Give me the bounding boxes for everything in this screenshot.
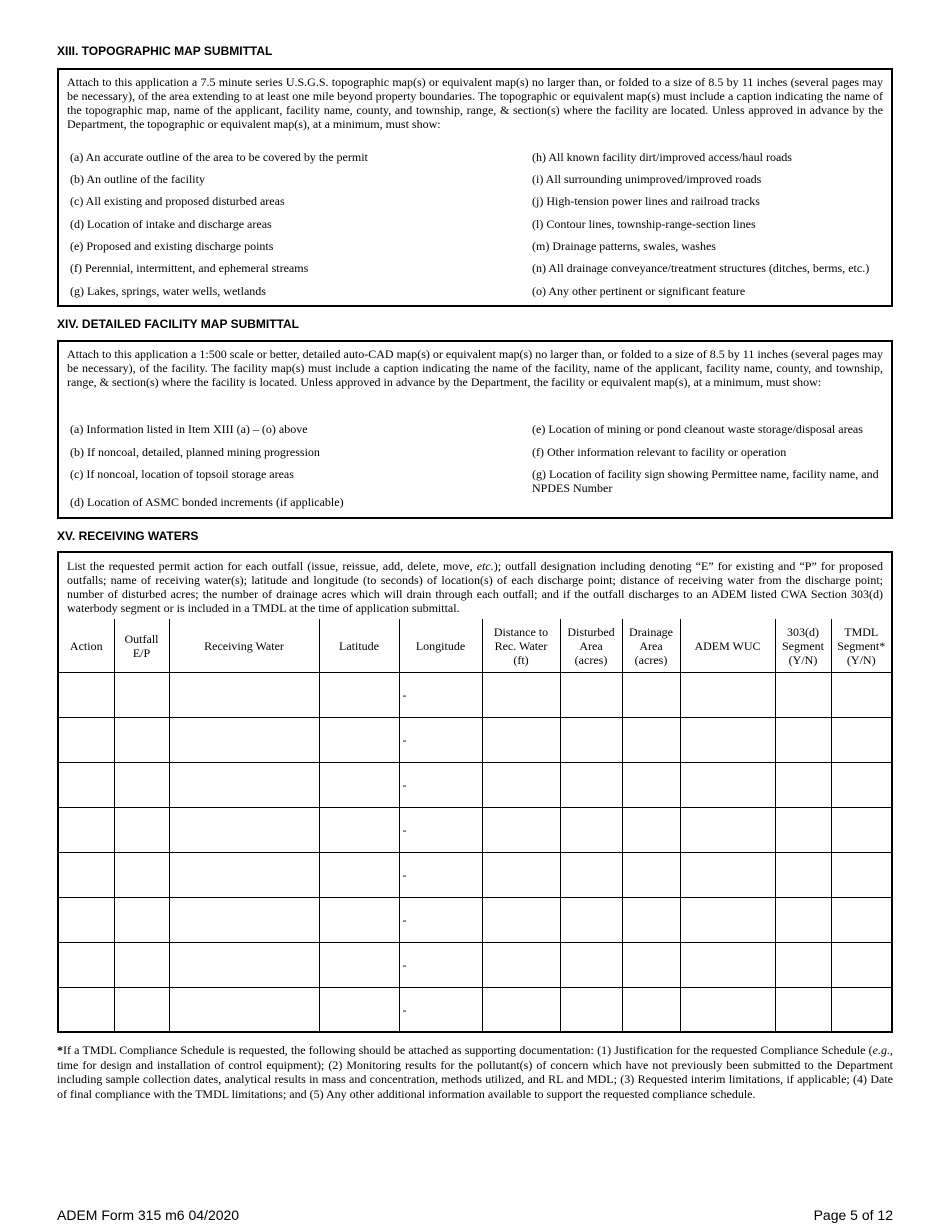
cell-longitude[interactable] bbox=[399, 763, 482, 808]
cell-distance-to-water[interactable] bbox=[482, 853, 560, 898]
cell-receiving-water[interactable] bbox=[169, 808, 319, 853]
section-13-intro: Attach to this application a 7.5 minute series U.S.G.S. topographic map(s) or equivalent map(s) no larger than, or folded to a size of 8.5 by 11 inches (several pages may be necessary), of the area extending to at least one mile beyond property boundaries. The topographic or equivalent map(s) must include a caption indicating the name of the topographic map, name of the applicant, facility name, county, and township, range, & section(s) where the facility are located. Unless approved in advance by the Department, the topographic or equivalent map(s), at a minimum, must show: bbox=[67, 75, 883, 131]
s14-item-f: (f) Other information relevant to facility or operation bbox=[532, 445, 787, 459]
cell-303d-segment[interactable] bbox=[775, 718, 831, 763]
cell-latitude[interactable] bbox=[319, 718, 399, 763]
cell-distance-to-water[interactable] bbox=[482, 988, 560, 1033]
s13-item-l: (l) Contour lines, township-range-section lines bbox=[532, 217, 756, 231]
cell-outfall-ep[interactable] bbox=[114, 898, 169, 943]
cell-longitude[interactable] bbox=[399, 898, 482, 943]
cell-tmdl-segment[interactable] bbox=[831, 943, 891, 988]
cell-action[interactable] bbox=[59, 673, 114, 718]
col-header-receiving-water: Receiving Water bbox=[169, 619, 319, 673]
col-header-303d-segment: 303(d) Segment (Y/N) bbox=[775, 619, 831, 673]
longitude-dash: - bbox=[402, 733, 407, 747]
cell-longitude[interactable] bbox=[399, 853, 482, 898]
cell-adem-wuc[interactable] bbox=[680, 853, 775, 898]
longitude-dash: - bbox=[402, 778, 407, 792]
cell-disturbed-area[interactable] bbox=[560, 853, 622, 898]
cell-outfall-ep[interactable] bbox=[114, 988, 169, 1033]
cell-outfall-ep[interactable] bbox=[114, 808, 169, 853]
table-row bbox=[59, 673, 891, 718]
s14-item-a: (a) Information listed in Item XIII (a) – (o) above bbox=[70, 422, 308, 436]
cell-receiving-water[interactable] bbox=[169, 988, 319, 1033]
longitude-dash: - bbox=[402, 913, 407, 927]
s13-item-n: (n) All drainage conveyance/treatment structures (ditches, berms, etc.) bbox=[532, 261, 870, 275]
cell-receiving-water[interactable] bbox=[169, 763, 319, 808]
topographic-map-box bbox=[57, 68, 893, 307]
cell-drainage-area[interactable] bbox=[622, 763, 680, 808]
cell-outfall-ep[interactable] bbox=[114, 673, 169, 718]
cell-outfall-ep[interactable] bbox=[114, 853, 169, 898]
table-header-row bbox=[59, 619, 891, 673]
cell-latitude[interactable] bbox=[319, 988, 399, 1033]
s14-item-c: (c) If noncoal, location of topsoil storage areas bbox=[70, 467, 294, 481]
cell-tmdl-segment[interactable] bbox=[831, 808, 891, 853]
cell-303d-segment[interactable] bbox=[775, 853, 831, 898]
cell-action[interactable] bbox=[59, 898, 114, 943]
cell-303d-segment[interactable] bbox=[775, 943, 831, 988]
s13-item-d: (d) Location of intake and discharge areas bbox=[70, 217, 272, 231]
cell-outfall-ep[interactable] bbox=[114, 763, 169, 808]
cell-303d-segment[interactable] bbox=[775, 673, 831, 718]
s14-item-g: (g) Location of facility sign showing Permittee name, facility name, and NPDES Number bbox=[532, 467, 879, 495]
col-header-adem-wuc: ADEM WUC bbox=[680, 619, 775, 673]
cell-latitude[interactable] bbox=[319, 898, 399, 943]
table-row bbox=[59, 988, 891, 1033]
col-header-distance-to-water: Distance to Rec. Water (ft) bbox=[482, 619, 560, 673]
table-row bbox=[59, 853, 891, 898]
col-header-longitude: Longitude bbox=[399, 619, 482, 673]
cell-action[interactable] bbox=[59, 853, 114, 898]
section-14-intro: Attach to this application a 1:500 scale or better, detailed auto-CAD map(s) or equivalent map(s) no larger than, or folded to a size of 8.5 by 11 inches (several pages may be necessary), of the facility. The facility map(s) must include a caption indicating the name of the facility, name of the applicant, facility name, county, and township, range, & section(s) where the facility is located. Unless approved in advance by the Department, the facility or equivalent map(s), at a minimum, must show: bbox=[67, 347, 883, 389]
cell-latitude[interactable] bbox=[319, 853, 399, 898]
s13-item-e: (e) Proposed and existing discharge points bbox=[70, 239, 274, 253]
cell-distance-to-water[interactable] bbox=[482, 898, 560, 943]
page-number: Page 5 of 12 bbox=[813, 1207, 893, 1223]
cell-longitude[interactable] bbox=[399, 808, 482, 853]
cell-action[interactable] bbox=[59, 808, 114, 853]
cell-distance-to-water[interactable] bbox=[482, 808, 560, 853]
cell-disturbed-area[interactable] bbox=[560, 673, 622, 718]
cell-longitude[interactable] bbox=[399, 943, 482, 988]
cell-longitude[interactable] bbox=[399, 718, 482, 763]
cell-adem-wuc[interactable] bbox=[680, 808, 775, 853]
s14-item-d: (d) Location of ASMC bonded increments (if applicable) bbox=[70, 495, 344, 509]
longitude-dash: - bbox=[402, 688, 407, 702]
facility-map-box bbox=[57, 340, 893, 519]
cell-latitude[interactable] bbox=[319, 763, 399, 808]
longitude-dash: - bbox=[402, 868, 407, 882]
cell-action[interactable] bbox=[59, 988, 114, 1033]
cell-distance-to-water[interactable] bbox=[482, 718, 560, 763]
cell-action[interactable] bbox=[59, 763, 114, 808]
receiving-waters-box bbox=[57, 551, 893, 1033]
cell-adem-wuc[interactable] bbox=[680, 988, 775, 1033]
cell-distance-to-water[interactable] bbox=[482, 943, 560, 988]
col-header-drainage-area: Drainage Area (acres) bbox=[622, 619, 680, 673]
cell-disturbed-area[interactable] bbox=[560, 988, 622, 1033]
cell-303d-segment[interactable] bbox=[775, 988, 831, 1033]
cell-disturbed-area[interactable] bbox=[560, 718, 622, 763]
cell-action[interactable] bbox=[59, 943, 114, 988]
cell-action[interactable] bbox=[59, 718, 114, 763]
cell-drainage-area[interactable] bbox=[622, 718, 680, 763]
col-header-outfall-ep: Outfall E/P bbox=[114, 619, 169, 673]
section-15-intro: List the requested permit action for each outfall (issue, reissue, add, delete, move, etc.); outfall designation including denoting “E” for existing and “P” for proposed outfalls; name of receiving water(s); latitude and longitude (to seconds) of location(s) of each discharge point; distance of receiving water from the discharge point; number of disturbed acres; the number of drainage acres which will drain through each outfall; and if the outfall discharges to an ADEM listed CWA Section 303(d) waterbody segment or is included in a TMDL at the time of application submittal. bbox=[67, 559, 883, 615]
table-row bbox=[59, 898, 891, 943]
cell-latitude[interactable] bbox=[319, 673, 399, 718]
cell-outfall-ep[interactable] bbox=[114, 943, 169, 988]
s13-item-g: (g) Lakes, springs, water wells, wetlands bbox=[70, 284, 266, 298]
cell-longitude[interactable] bbox=[399, 673, 482, 718]
cell-drainage-area[interactable] bbox=[622, 673, 680, 718]
col-header-tmdl-segment: TMDL Segment* (Y/N) bbox=[831, 619, 891, 673]
longitude-dash: - bbox=[402, 823, 407, 837]
form-id: ADEM Form 315 m6 04/2020 bbox=[57, 1207, 240, 1223]
cell-receiving-water[interactable] bbox=[169, 898, 319, 943]
col-header-action: Action bbox=[59, 619, 114, 673]
cell-tmdl-segment[interactable] bbox=[831, 718, 891, 763]
cell-distance-to-water[interactable] bbox=[482, 763, 560, 808]
cell-adem-wuc[interactable] bbox=[680, 673, 775, 718]
s13-item-m: (m) Drainage patterns, swales, washes bbox=[532, 239, 716, 253]
cell-adem-wuc[interactable] bbox=[680, 943, 775, 988]
cell-tmdl-segment[interactable] bbox=[831, 673, 891, 718]
tmdl-footnote: *If a TMDL Compliance Schedule is requested, the following should be attached as supporting documentation: (1) Justification for the requested Compliance Schedule (e.g., time for design and installation of control equipment); (2) Monitoring results for the pollutant(s) of concern which have not previously been submitted to the Department including sample collection dates, analytical results in mass and concentration, methods utilized, and RL and MDL; (3) Requested interim limitations, if applicable; (4) Date of final compliance with the TMDL limitations; and (5) Any other additional information available to support the requested compliance schedule. bbox=[57, 1043, 893, 1101]
cell-disturbed-area[interactable] bbox=[560, 808, 622, 853]
table-row bbox=[59, 808, 891, 853]
s13-item-h: (h) All known facility dirt/improved access/haul roads bbox=[532, 150, 792, 164]
cell-latitude[interactable] bbox=[319, 808, 399, 853]
cell-receiving-water[interactable] bbox=[169, 853, 319, 898]
section-13-title: XIII. TOPOGRAPHIC MAP SUBMITTAL bbox=[57, 44, 273, 58]
s14-item-e: (e) Location of mining or pond cleanout waste storage/disposal areas bbox=[532, 422, 863, 436]
cell-disturbed-area[interactable] bbox=[560, 898, 622, 943]
cell-adem-wuc[interactable] bbox=[680, 898, 775, 943]
cell-outfall-ep[interactable] bbox=[114, 718, 169, 763]
cell-303d-segment[interactable] bbox=[775, 898, 831, 943]
cell-receiving-water[interactable] bbox=[169, 943, 319, 988]
cell-distance-to-water[interactable] bbox=[482, 673, 560, 718]
cell-receiving-water[interactable] bbox=[169, 718, 319, 763]
receiving-waters-table bbox=[59, 619, 891, 1032]
cell-adem-wuc[interactable] bbox=[680, 763, 775, 808]
col-header-latitude: Latitude bbox=[319, 619, 399, 673]
s13-item-a: (a) An accurate outline of the area to be covered by the permit bbox=[70, 150, 368, 164]
cell-drainage-area[interactable] bbox=[622, 988, 680, 1033]
section-14-title: XIV. DETAILED FACILITY MAP SUBMITTAL bbox=[57, 317, 300, 331]
cell-longitude[interactable] bbox=[399, 988, 482, 1033]
table-row bbox=[59, 718, 891, 763]
s13-item-o: (o) Any other pertinent or significant feature bbox=[532, 284, 746, 298]
s13-item-c: (c) All existing and proposed disturbed areas bbox=[70, 194, 285, 208]
cell-tmdl-segment[interactable] bbox=[831, 763, 891, 808]
cell-tmdl-segment[interactable] bbox=[831, 853, 891, 898]
s14-item-b: (b) If noncoal, detailed, planned mining progression bbox=[70, 445, 320, 459]
cell-receiving-water[interactable] bbox=[169, 673, 319, 718]
cell-tmdl-segment[interactable] bbox=[831, 898, 891, 943]
cell-drainage-area[interactable] bbox=[622, 898, 680, 943]
section-15-title: XV. RECEIVING WATERS bbox=[57, 529, 199, 543]
cell-drainage-area[interactable] bbox=[622, 808, 680, 853]
cell-disturbed-area[interactable] bbox=[560, 943, 622, 988]
longitude-dash: - bbox=[402, 1003, 407, 1017]
cell-303d-segment[interactable] bbox=[775, 763, 831, 808]
cell-adem-wuc[interactable] bbox=[680, 718, 775, 763]
longitude-dash: - bbox=[402, 958, 407, 972]
cell-drainage-area[interactable] bbox=[622, 943, 680, 988]
s13-item-f: (f) Perennial, intermittent, and ephemeral streams bbox=[70, 261, 309, 275]
s13-item-i: (i) All surrounding unimproved/improved roads bbox=[532, 172, 762, 186]
cell-disturbed-area[interactable] bbox=[560, 763, 622, 808]
table-row bbox=[59, 943, 891, 988]
cell-drainage-area[interactable] bbox=[622, 853, 680, 898]
s13-item-j: (j) High-tension power lines and railroad tracks bbox=[532, 194, 760, 208]
cell-303d-segment[interactable] bbox=[775, 808, 831, 853]
col-header-disturbed-area: Disturbed Area (acres) bbox=[560, 619, 622, 673]
table-row bbox=[59, 763, 891, 808]
s13-item-b: (b) An outline of the facility bbox=[70, 172, 205, 186]
cell-tmdl-segment[interactable] bbox=[831, 988, 891, 1033]
cell-latitude[interactable] bbox=[319, 943, 399, 988]
